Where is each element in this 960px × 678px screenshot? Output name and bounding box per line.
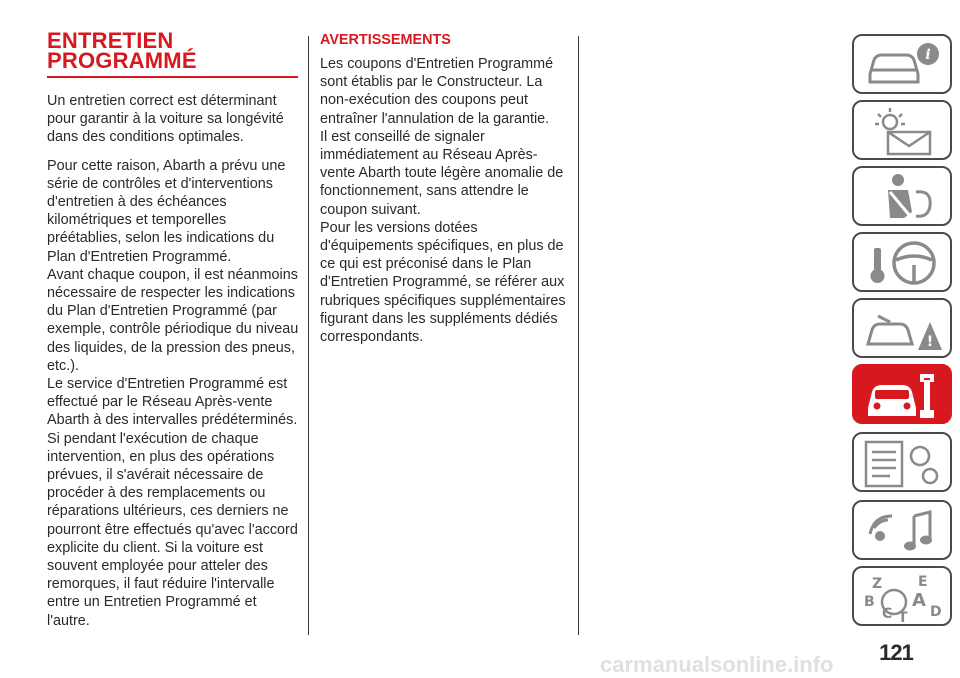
technical-data-gears-icon xyxy=(860,438,946,488)
tab-safety[interactable] xyxy=(852,166,952,226)
tab-technical-data[interactable] xyxy=(852,432,952,492)
paragraph-coupon: Avant chaque coupon, il est néanmoins nécessaire de respecter les indications du Plan d'Entretien Programmé (par exemple, contrôle périodique du niveau des liquides, de la pression des pneus, etc.). xyxy=(47,266,299,374)
svg-text:i: i xyxy=(925,47,931,63)
warning-lights-messages-icon xyxy=(860,106,946,156)
svg-text:B: B xyxy=(864,594,875,610)
car-info-icon xyxy=(860,40,946,90)
tab-warning-lights[interactable] xyxy=(852,100,952,160)
tab-multimedia[interactable] xyxy=(852,500,952,560)
tab-starting-driving[interactable] xyxy=(852,232,952,292)
tab-index[interactable] xyxy=(852,566,952,626)
page-number: 121 xyxy=(879,640,913,665)
main-column xyxy=(47,28,299,630)
tab-maintenance[interactable] xyxy=(852,364,952,424)
emergency-breakdown-icon xyxy=(860,304,946,354)
svg-text:A: A xyxy=(912,590,926,611)
warnings-heading: AVERTISSEMENTS xyxy=(320,32,451,48)
safety-seatbelt-airbag-icon xyxy=(860,172,946,222)
warning-paragraph-anomaly: Il est conseillé de signaler immédiatement au Réseau Après-vente Abarth toute légère anomalie de fonctionnement, sans attendre le coupon suivant. xyxy=(320,128,564,218)
warnings-column xyxy=(320,31,570,346)
column-divider-left xyxy=(308,36,309,635)
watermark: carmanualsonline.info xyxy=(600,652,834,676)
warning-paragraph-coupons: Les coupons d'Entretien Programmé sont établis par le Constructeur. La non-exécution des coupons peut entraîner l'annulation de la garantie. xyxy=(320,56,554,127)
column-divider-right xyxy=(578,36,579,635)
svg-text:C: C xyxy=(882,606,893,622)
intro-paragraph: Un entretien correct est déterminant pour garantir à la voiture sa longévité dans des conditions optimales. xyxy=(47,93,284,146)
section-title-line2: PROGRAMMÉ xyxy=(47,48,197,73)
section-title xyxy=(47,28,299,76)
svg-text:D: D xyxy=(930,604,942,620)
multimedia-icon xyxy=(860,506,946,556)
section-title-line1: ENTRETIEN xyxy=(47,28,174,53)
svg-text:Z: Z xyxy=(872,576,883,592)
tab-car-info[interactable] xyxy=(852,34,952,94)
paragraph-controls: Pour cette raison, Abarth a prévu une série de contrôles et d'interventions d'entretien à des échéances kilométriques et temporelles préétablies, selon les indications du Plan d'Entretien Programmé. xyxy=(47,157,286,265)
title-underline xyxy=(47,76,298,78)
svg-text:!: ! xyxy=(926,334,934,350)
car-maintenance-wrench-icon xyxy=(860,370,946,420)
tab-emergency[interactable] xyxy=(852,298,952,358)
paragraph-service: Le service d'Entretien Programmé est effectué par le Réseau Après-vente Abarth à des intervalles prédéterminés. Si pendant l'exécution de chaque intervention, en plus des opérations prévues, il s'avérait nécessaire de procéder à des remplacements ou réparations ultérieurs, ces derniers ne pourront être effectués qu'avec l'accord explicite du client. Si la voiture est souvent employée pour atteler des remorques, il faut réduire l'intervalle entre un Entretien Programmé et l'autre. xyxy=(47,376,298,629)
svg-text:E: E xyxy=(918,574,928,590)
index-alphabet-icon xyxy=(860,572,946,622)
svg-text:T: T xyxy=(898,610,908,622)
starting-driving-steering-icon xyxy=(860,238,946,288)
warning-paragraph-versions: Pour les versions dotées d'équipements spécifiques, en plus de ce qui est préconisé dans le Plan d'Entretien Programmé, se référer aux rubriques spécifiques supplémentaires figurant dans les suppléments dédiés correspondants. xyxy=(320,219,566,346)
